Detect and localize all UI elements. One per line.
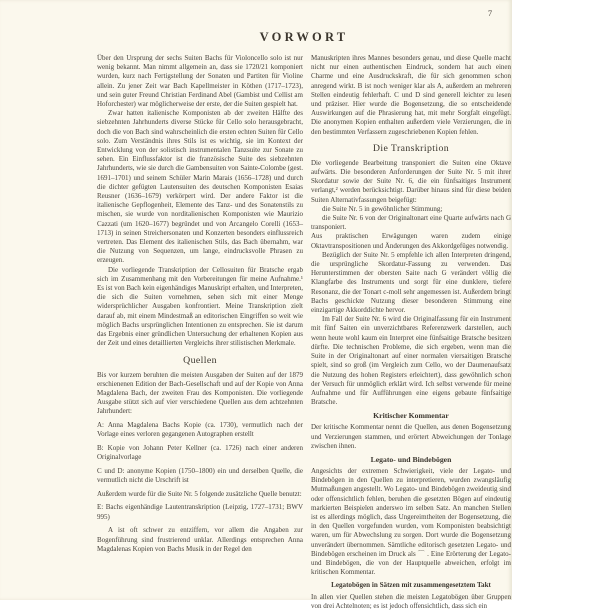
section-heading: Legatobögen in Sätzen mit zusammengesetztem Takt xyxy=(331,581,491,590)
paragraph: Über den Ursprung der sechs Suiten Bachs für Violoncello solo ist nur wenig bekannt. Man nimmt allgemein an, dass sie 1720/21 komponiert wurden, kurz nach Fertigstellung der Sonaten und Partiten für Violine allein. Zu jener Zeit war Bach Kapellmeister in Köthen (1717–1723), und sein guter Freund Christian Ferdinand Abel (Gambist und Cellist am Hoforchester) war möglicherweise der erste, der die Suiten gespielt hat. xyxy=(97,54,303,109)
paragraph: Bezüglich der Suite Nr. 5 empfehle ich allen Interpreten dringend, die ursprüngliche Skordatur-Fassung zu verwenden. Das Herunterstimmen der obersten Saite nach G verändert völlig die Klangfarbe des Instruments und sorgt für eine dunklere, tiefere Resonanz, die der Tonart c-moll sehr angemessen ist. Außerdem bringt Bachs geschickte Nutzung dieser besonderen Stimmung eine einzigartige Akkorddichte hervor. xyxy=(311,250,511,315)
paragraph: Außerdem wurde für die Suite Nr. 5 folgende zusätzliche Quelle benutzt: xyxy=(97,489,302,498)
paragraph: Die vorliegende Bearbeitung transponiert die Suiten eine Oktave aufwärts. Die besonderen Anforderungen der Suite Nr. 5 mit ihrer Skordatur sowie der Suite Nr. 6, die ein fünfsaitiges Instrument verlangt,² werden berücksichtigt. Darüber hinaus sind für diese beiden Suiten Alternativfassungen beigefügt: xyxy=(311,158,511,204)
paragraph: die Suite Nr. 5 in gewöhnlicher Stimmung; xyxy=(322,204,443,213)
page-title: VORWORT xyxy=(259,30,349,44)
paragraph: Im Fall der Suite Nr. 6 wird die Originalfassung für ein Instrument mit fünf Saiten ein unverzichtbares Referenzwerk darstellen, auch wenn heute wohl kaum ein Interpret eine fünfsaitige Bratsche besitzen dürfte. Die technischen Probleme, die sich ergeben, wenn man die Suite in der Originaltonart auf einer normalen viersaitigen Bratsche spielt, sind so groß (im Vergleich zum Cello, wo der Daumenaufsatz die Nutzung des hohen Registers erleichtert), dass gewöhnlich schon der Versuch für unmöglich erklärt wird. Ich selbst verwende für meine Aufnahme und für Aufführungen eine eigens gebaute fünfsaitige Bratsche. xyxy=(311,315,511,407)
paragraph: Die vorliegende Transkription der Cellosuiten für Bratsche ergab sich im Zusammenhang mit den Vorbereitungen für meine Aufnahme.¹ Es ist von Bach kein eigenhändiges Manuskript erhalten, und Interpreten, die sich die Suiten vornehmen, sehen sich mit einer Menge widersprüchlicher Ausgaben konfrontiert. Meine Transkription zielt darauf ab, mit einem Mindestmaß an editorischen Eingriffen so weit wie möglich Bachs ursprünglichen Intentionen zu entsprechen. Sie ist darum das Ergebnis einer gründlichen Untersuchung der erhaltenen Kopien aus der Zeit und eines detaillierten Vergleichs ihrer stilistischen Merkmale. xyxy=(97,265,303,348)
section-heading: Legato- und Bindebögen xyxy=(370,454,452,464)
section-heading: Kritischer Kommentar xyxy=(373,411,449,421)
paragraph: E: Bachs eigenhändige Lautentranskription (Leipzig, 1727–1731; BWV 995) xyxy=(97,503,303,521)
text-column-left xyxy=(97,54,303,554)
paragraph: B: Kopie von Johann Peter Kellner (ca. 1726) nach einer anderen Originalvorlage xyxy=(97,443,303,462)
paragraph: die Suite Nr. 6 von der Originaltonart eine Quarte aufwärts nach G transponiert. xyxy=(311,214,511,232)
section-heading: Die Transkription xyxy=(372,143,450,155)
paragraph: Manuskripten ihres Mannes besonders genau, und diese Quelle macht nicht nur einen authentischen Eindruck, sondern hat auch einen Charme und eine Ausdruckskraft, die für sich genommen schon anregend wirkt. B ist noch weniger klar als A, außerdem an mehreren Stellen eindeutig fehlerhaft. C und D sind generell leichter zu lesen und präziser. Hier wurde die Bogensetzung, die so entscheidende Auswirkungen auf die Phrasierung hat, mit mehr Sorgfalt eingefügt. Die anonymen Kopien enthalten außerdem viele Verzierungen, die in den bestimmten Verfassern zugeschriebenen Kopien fehlen. xyxy=(311,54,511,136)
paragraph: Aus praktischen Erwägungen waren zudem einige Oktavtranspositionen und Änderungen des Akkordgefüges notwendig. xyxy=(311,232,511,250)
paragraph: A ist oft schwer zu entziffern, vor allem die Angaben zur Bogenführung sind frustrierend unklar. Allerdings entsprechen Anna Magdalenas Kopien von Bachs Musik in der Regel den xyxy=(97,526,303,553)
page-number: 7 xyxy=(487,8,493,18)
paragraph: Bis vor kurzem beruhten die meisten Ausgaben der Suiten auf der 1879 erschienenen Edition der Bach-Gesellschaft und auf der Kopie von Anna Magdalena Bach, der zweiten Frau des Komponisten. Die vorliegende Ausgabe stützt sich auf vier verschiedene Quellen aus dem achtzehnten Jahrhundert: xyxy=(97,370,303,416)
paragraph: In allen vier Quellen stehen die meisten Legatobögen über Gruppen von drei Achtelnoten; es ist jedoch offensichtlich, dass sich ein xyxy=(311,592,511,610)
paragraph: A: Anna Magdalena Bachs Kopie (ca. 1730), vermutlich nach der Vorlage eines verloren gegangenen Autographen erstellt xyxy=(97,421,303,439)
section-heading: Quellen xyxy=(183,355,217,366)
text-column-right xyxy=(311,54,511,611)
paragraph: Angesichts der extremen Schwierigkeit, viele der Legato- und Bindebögen in den Quellen zu interpretieren, wurden zwangsläufig Mutmaßungen angestellt. Wo Legato- und Bindebögen zweideutig sind oder offensichtlich fehlen, beruhen die gesetzten Bögen auf eindeutig markierten Beispielen anderswo im selben Satz. An manchen Stellen ist es allerdings möglich, dass Ungereimtheiten der Bogensetzung, die in den Quellen vorgefunden wurden, vom Komponisten beabsichtigt waren, um für Abwechslung zu sorgen. Dort wurde die Bogensetzung unverändert übernommen. Sämtliche editorisch gesetzten Legato- und Bindebögen erscheinen im Druck als ⌒ . Eine Erörterung der Legato- und Bindebögen, die von der Hauptquelle abweichen, erfolgt im kritischen Kommentar. xyxy=(311,466,511,577)
paragraph: Zwar hatten italienische Komponisten ab der zweiten Hälfte des siebzehnten Jahrhunderts diverse Stücke für Cello solo herausgebracht, doch die von Bach sind wahrscheinlich die ersten echten Suiten für Cello solo. Zum Verständnis ihres Stils ist es wichtig, sie im Kontext der Entwicklung von der solistisch instrumentalen Tanzsuite zur Sonate zu sehen. Ein Einflussfaktor ist die französische Suite des siebzehnten Jahrhunderts, wie sie durch die Gambensuiten von Sainte-Colombe (gest. 1691–1701) und seinem Schüler Marin Marais (1656–1728) und durch die dichter gefügten Lautensuiten des deutschen Komponisten Esaias Reusner (1636–1679) verkörpert wird. Der andere Faktor ist die italienische Gepflogenheit, Elemente des Tanz- und des Sonatenstils zu mischen, sie wurde von norditalienischen Komponisten wie Maurizio Cazzati (um 1620–1677) begründet und von Arcangelo Corelli (1653–1713) in seinen Streichersonaten und Konzerten besonders einflussreich vertreten. Das Element des italienischen Stils, das Bach übernahm, war die Nutzung von Sequenzen, um lange, eindrucksvolle Phrasen zu erzeugen. xyxy=(97,109,303,265)
paragraph: Der kritische Kommentar nennt die Quellen, aus denen Bogensetzung und Verzierungen stammen, und erörtert Abweichungen der Tonlage zwischen ihnen. xyxy=(311,423,511,450)
paragraph: C und D: anonyme Kopien (1750–1800) ein und derselben Quelle, die vermutlich nicht die Urschrift ist xyxy=(97,466,303,485)
